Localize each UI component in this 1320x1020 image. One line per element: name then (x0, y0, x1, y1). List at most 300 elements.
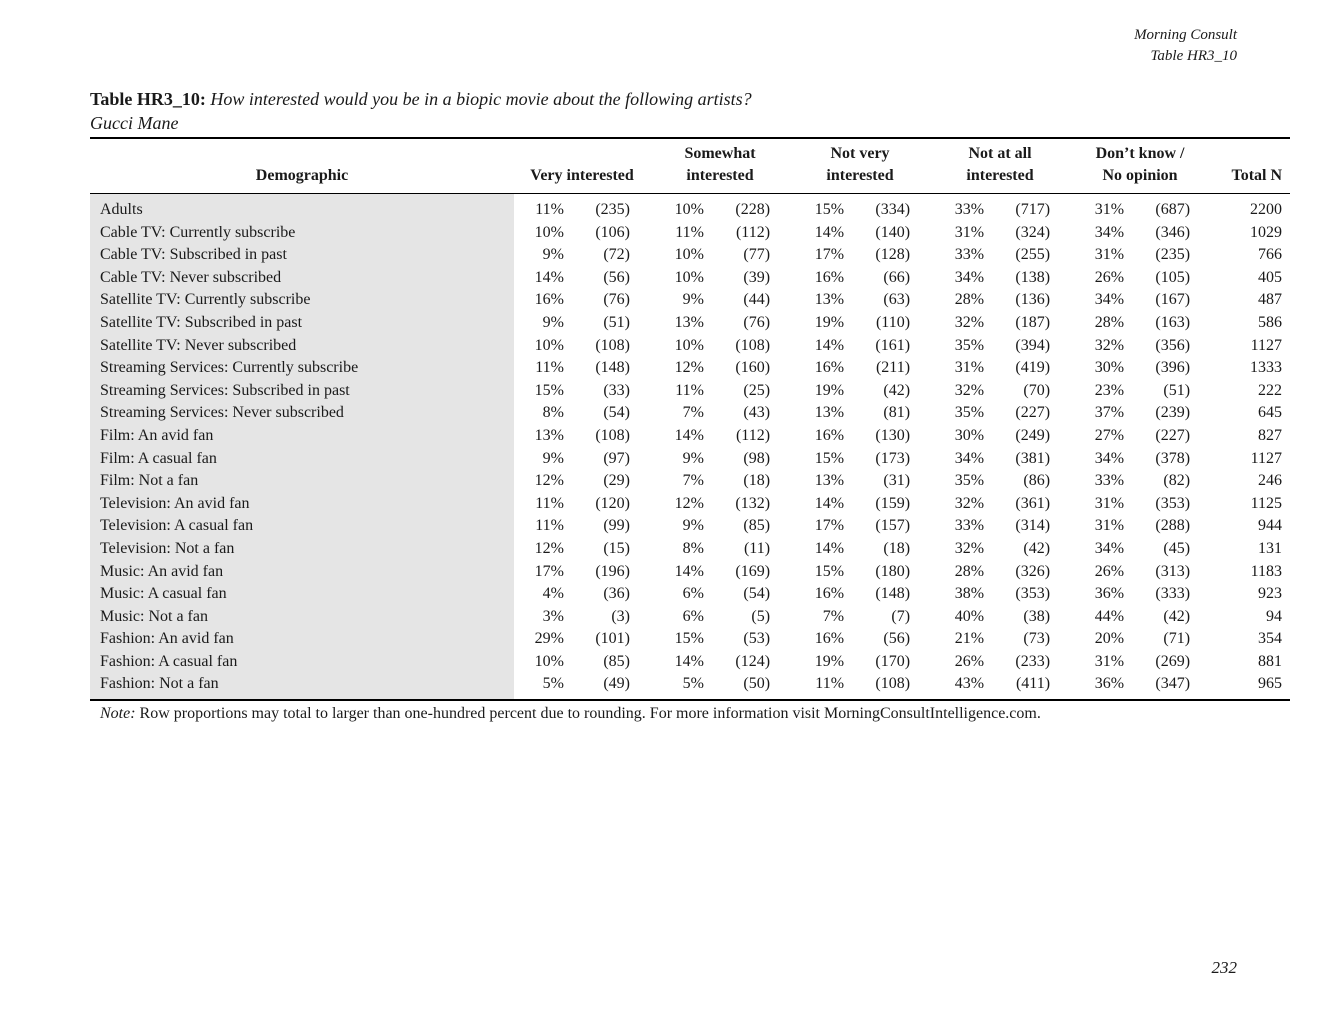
somewhat-interested-count: (18) (743, 472, 771, 490)
very-interested-count: (51) (603, 313, 630, 331)
results-table (90, 137, 1290, 701)
very-interested-pct: 11% (535, 494, 564, 512)
not-at-all-interested-pct: 32% (954, 313, 985, 331)
very-interested-pct: 12% (534, 472, 564, 490)
not-at-all-interested-pct: 35% (954, 336, 985, 354)
total-n-cell: 881 (1258, 652, 1283, 670)
dont-know-count: (163) (1155, 313, 1191, 331)
total-n-cell: 405 (1258, 268, 1283, 286)
note-text: Row proportions may total to larger than one-hundred percent due to rounding. For more information visit MorningConsultIntelligence.com. (139, 705, 1041, 723)
dont-know-pct: 26% (1094, 268, 1125, 286)
total-n-cell: 1333 (1250, 359, 1283, 377)
very-interested-count: (29) (603, 472, 630, 490)
not-very-interested-pct: 19% (814, 313, 845, 331)
not-at-all-interested-count: (314) (1015, 517, 1051, 535)
somewhat-interested-pct: 12% (674, 494, 704, 512)
not-at-all-interested-pct: 31% (954, 359, 985, 377)
total-n-cell: 586 (1258, 313, 1283, 331)
table-row (90, 583, 1290, 606)
demographic-cell: Film: An avid fan (90, 425, 514, 448)
somewhat-interested-count: (11) (743, 539, 771, 557)
dont-know-pct: 44% (1094, 607, 1125, 625)
table-row (90, 515, 1290, 538)
not-at-all-interested-count: (38) (1023, 607, 1051, 625)
very-interested-pct: 11% (535, 517, 564, 535)
not-very-interested-pct: 16% (814, 585, 845, 603)
dont-know-pct: 30% (1094, 359, 1125, 377)
dont-know-pct: 34% (1094, 449, 1125, 467)
very-interested-pct: 13% (534, 426, 564, 444)
demographic-cell: Streaming Services: Currently subscribe (90, 357, 514, 380)
not-at-all-interested-count: (411) (1015, 675, 1051, 693)
not-at-all-interested-count: (419) (1015, 359, 1051, 377)
total-n-cell: 1125 (1250, 494, 1283, 512)
dont-know-count: (687) (1155, 201, 1191, 218)
not-at-all-interested-pct: 33% (954, 246, 985, 264)
dont-know-count: (71) (1163, 630, 1191, 648)
not-at-all-interested-pct: 40% (954, 607, 985, 625)
total-n-cell: 222 (1258, 381, 1283, 399)
table-row (90, 380, 1290, 403)
somewhat-interested-count: (108) (735, 336, 771, 354)
not-very-interested-count: (56) (883, 630, 911, 648)
not-at-all-interested-pct: 31% (954, 223, 985, 241)
not-at-all-interested-count: (73) (1023, 630, 1051, 648)
dont-know-pct: 20% (1094, 630, 1125, 648)
not-very-interested-count: (31) (883, 472, 911, 490)
somewhat-interested-count: (85) (743, 517, 771, 535)
somewhat-interested-pct: 9% (682, 291, 704, 309)
not-at-all-interested-count: (233) (1015, 652, 1051, 670)
not-at-all-interested-count: (42) (1023, 539, 1051, 557)
total-n-cell: 2200 (1250, 201, 1283, 218)
col-header-very-interested: Very interested (530, 167, 634, 184)
dont-know-pct: 31% (1094, 246, 1125, 264)
somewhat-interested-count: (112) (735, 223, 771, 241)
not-very-interested-count: (7) (891, 607, 911, 625)
dont-know-count: (378) (1155, 449, 1191, 467)
somewhat-interested-pct: 10% (674, 246, 704, 264)
very-interested-pct: 5% (542, 675, 564, 693)
somewhat-interested-count: (112) (735, 426, 771, 444)
somewhat-interested-count: (124) (735, 652, 771, 670)
header-table-id: Table HR3_10 (1150, 48, 1237, 64)
table-row (90, 194, 1290, 222)
table-row (90, 538, 1290, 561)
total-n-cell: 766 (1258, 246, 1283, 264)
very-interested-count: (97) (603, 449, 630, 467)
not-at-all-interested-pct: 21% (954, 630, 985, 648)
table-row (90, 606, 1290, 629)
somewhat-interested-count: (44) (743, 291, 771, 309)
col-header-not-at-all-interested: Not at all interested (966, 145, 1034, 184)
dont-know-pct: 34% (1094, 223, 1125, 241)
not-very-interested-count: (130) (875, 426, 911, 444)
somewhat-interested-pct: 6% (682, 585, 704, 603)
very-interested-count: (33) (603, 381, 630, 399)
somewhat-interested-pct: 14% (674, 652, 704, 670)
page-number: 232 (1211, 958, 1237, 977)
somewhat-interested-count: (228) (735, 201, 771, 218)
very-interested-count: (54) (603, 404, 630, 422)
somewhat-interested-pct: 9% (682, 517, 704, 535)
not-at-all-interested-count: (394) (1015, 336, 1051, 354)
table-row (90, 561, 1290, 584)
very-interested-pct: 17% (534, 562, 564, 580)
very-interested-count: (85) (603, 652, 630, 670)
demographic-cell: Music: An avid fan (90, 561, 514, 584)
dont-know-pct: 23% (1094, 381, 1125, 399)
somewhat-interested-pct: 7% (682, 404, 704, 422)
table-row (90, 651, 1290, 674)
demographic-cell: Music: A casual fan (90, 583, 514, 606)
not-very-interested-pct: 7% (822, 607, 845, 625)
somewhat-interested-count: (25) (743, 381, 771, 399)
somewhat-interested-count: (77) (743, 246, 771, 264)
not-very-interested-count: (110) (875, 313, 911, 331)
dont-know-pct: 33% (1094, 472, 1125, 490)
not-very-interested-count: (42) (883, 381, 911, 399)
dont-know-count: (356) (1155, 336, 1191, 354)
somewhat-interested-pct: 12% (674, 359, 704, 377)
somewhat-interested-pct: 6% (682, 607, 704, 625)
dont-know-count: (105) (1155, 268, 1191, 286)
table-row (90, 335, 1290, 358)
dont-know-count: (347) (1155, 675, 1191, 693)
very-interested-count: (56) (603, 268, 630, 286)
demographic-cell: Streaming Services: Subscribed in past (90, 380, 514, 403)
not-very-interested-count: (128) (875, 246, 911, 264)
table-row (90, 289, 1290, 312)
not-very-interested-pct: 17% (814, 517, 845, 535)
very-interested-pct: 10% (534, 336, 564, 354)
note-label: Note: (100, 705, 136, 723)
very-interested-count: (15) (603, 539, 630, 557)
very-interested-pct: 10% (534, 652, 564, 670)
total-n-cell: 94 (1266, 607, 1283, 625)
col-header-somewhat-interested: Somewhat interested (684, 145, 756, 184)
demographic-cell: Adults (90, 194, 514, 222)
not-at-all-interested-count: (255) (1015, 246, 1051, 264)
total-n-cell: 1127 (1250, 449, 1283, 467)
demographic-cell: Fashion: An avid fan (90, 628, 514, 651)
not-very-interested-count: (180) (875, 562, 911, 580)
table-title (90, 87, 752, 135)
somewhat-interested-pct: 5% (682, 675, 704, 693)
demographic-cell: Satellite TV: Currently subscribe (90, 289, 514, 312)
total-n-cell: 246 (1258, 472, 1283, 490)
somewhat-interested-pct: 7% (682, 472, 704, 490)
dont-know-count: (288) (1155, 517, 1191, 535)
not-at-all-interested-count: (187) (1015, 313, 1051, 331)
very-interested-count: (148) (595, 359, 630, 377)
table-row (90, 222, 1290, 245)
not-very-interested-pct: 15% (814, 449, 845, 467)
table-row (90, 628, 1290, 651)
total-n-cell: 827 (1258, 426, 1283, 444)
table-row (90, 448, 1290, 471)
dont-know-pct: 26% (1094, 562, 1125, 580)
very-interested-pct: 10% (534, 223, 564, 241)
demographic-cell: Satellite TV: Never subscribed (90, 335, 514, 358)
not-very-interested-count: (211) (875, 359, 911, 377)
not-at-all-interested-pct: 35% (954, 472, 985, 490)
not-at-all-interested-count: (70) (1023, 381, 1051, 399)
not-very-interested-count: (81) (883, 404, 911, 422)
not-at-all-interested-pct: 34% (954, 268, 985, 286)
somewhat-interested-pct: 10% (674, 201, 704, 218)
total-n-cell: 131 (1258, 539, 1283, 557)
somewhat-interested-pct: 11% (675, 381, 704, 399)
not-very-interested-pct: 13% (814, 291, 845, 309)
somewhat-interested-pct: 8% (682, 539, 704, 557)
somewhat-interested-count: (160) (735, 359, 771, 377)
somewhat-interested-count: (132) (735, 494, 771, 512)
demographic-cell: Cable TV: Currently subscribe (90, 222, 514, 245)
dont-know-pct: 31% (1094, 652, 1125, 670)
demographic-cell: Television: An avid fan (90, 493, 514, 516)
not-very-interested-pct: 19% (814, 652, 845, 670)
dont-know-count: (51) (1163, 381, 1191, 399)
not-at-all-interested-pct: 35% (954, 404, 985, 422)
not-very-interested-pct: 16% (814, 426, 845, 444)
demographic-cell: Streaming Services: Never subscribed (90, 402, 514, 425)
not-at-all-interested-pct: 38% (954, 585, 985, 603)
not-very-interested-pct: 15% (814, 201, 845, 218)
somewhat-interested-count: (43) (743, 404, 771, 422)
total-n-cell: 965 (1258, 675, 1283, 693)
not-very-interested-count: (170) (875, 652, 911, 670)
results-table-container (90, 137, 1290, 725)
dont-know-count: (396) (1155, 359, 1191, 377)
not-very-interested-count: (108) (875, 675, 911, 693)
dont-know-pct: 34% (1094, 291, 1125, 309)
demographic-cell: Television: A casual fan (90, 515, 514, 538)
very-interested-count: (196) (595, 562, 630, 580)
col-header-total-n: Total N (1231, 167, 1283, 184)
dont-know-pct: 36% (1094, 675, 1125, 693)
dont-know-count: (235) (1155, 246, 1191, 264)
very-interested-pct: 11% (535, 201, 564, 218)
table-row (90, 493, 1290, 516)
very-interested-pct: 16% (534, 291, 564, 309)
very-interested-pct: 9% (542, 449, 564, 467)
not-very-interested-count: (159) (875, 494, 911, 512)
demographic-cell: Cable TV: Never subscribed (90, 267, 514, 290)
dont-know-count: (227) (1155, 426, 1191, 444)
not-at-all-interested-pct: 33% (954, 201, 985, 218)
report-header (1134, 25, 1237, 67)
not-very-interested-pct: 16% (814, 630, 845, 648)
dont-know-pct: 27% (1094, 426, 1125, 444)
dont-know-pct: 36% (1094, 585, 1125, 603)
not-at-all-interested-pct: 28% (954, 291, 985, 309)
not-very-interested-pct: 14% (814, 494, 845, 512)
not-very-interested-count: (18) (883, 539, 911, 557)
col-header-dont-know: Don’t know / No opinion (1095, 145, 1185, 184)
table-subject: Gucci Mane (90, 113, 179, 133)
somewhat-interested-count: (5) (751, 607, 771, 625)
somewhat-interested-pct: 15% (674, 630, 704, 648)
not-very-interested-count: (140) (875, 223, 911, 241)
very-interested-pct: 12% (534, 539, 564, 557)
not-very-interested-pct: 14% (814, 539, 845, 557)
not-very-interested-count: (63) (883, 291, 911, 309)
not-very-interested-pct: 14% (814, 223, 845, 241)
very-interested-pct: 3% (542, 607, 564, 625)
demographic-cell: Music: Not a fan (90, 606, 514, 629)
table-row (90, 470, 1290, 493)
not-very-interested-pct: 14% (814, 336, 845, 354)
total-n-cell: 944 (1258, 517, 1283, 535)
not-very-interested-pct: 13% (814, 404, 845, 422)
table-header-row (90, 138, 1290, 194)
very-interested-count: (120) (595, 494, 630, 512)
dont-know-count: (346) (1155, 223, 1191, 241)
not-very-interested-count: (161) (875, 336, 911, 354)
total-n-cell: 645 (1258, 404, 1283, 422)
demographic-cell: Fashion: A casual fan (90, 651, 514, 674)
somewhat-interested-pct: 10% (674, 268, 704, 286)
somewhat-interested-count: (76) (743, 313, 771, 331)
very-interested-count: (108) (595, 426, 630, 444)
dont-know-pct: 37% (1094, 404, 1125, 422)
not-at-all-interested-count: (249) (1015, 426, 1051, 444)
not-at-all-interested-pct: 33% (954, 517, 985, 535)
somewhat-interested-count: (54) (743, 585, 771, 603)
not-very-interested-pct: 15% (814, 562, 845, 580)
dont-know-count: (313) (1155, 562, 1191, 580)
not-very-interested-pct: 16% (814, 268, 845, 286)
table-row (90, 357, 1290, 380)
total-n-cell: 923 (1258, 585, 1283, 603)
somewhat-interested-pct: 9% (682, 449, 704, 467)
very-interested-pct: 11% (535, 359, 564, 377)
demographic-cell: Film: Not a fan (90, 470, 514, 493)
not-very-interested-count: (334) (875, 201, 911, 218)
very-interested-pct: 29% (534, 630, 564, 648)
table-title-question: How interested would you be in a biopic movie about the following artists? (210, 89, 752, 109)
very-interested-count: (108) (595, 336, 630, 354)
very-interested-count: (72) (603, 246, 630, 264)
not-at-all-interested-count: (361) (1015, 494, 1051, 512)
dont-know-count: (82) (1163, 472, 1191, 490)
dont-know-pct: 28% (1094, 313, 1125, 331)
very-interested-count: (99) (603, 517, 630, 535)
not-at-all-interested-count: (353) (1015, 585, 1051, 603)
not-at-all-interested-pct: 32% (954, 494, 985, 512)
dont-know-count: (333) (1155, 585, 1191, 603)
very-interested-count: (3) (611, 607, 630, 625)
not-very-interested-count: (148) (875, 585, 911, 603)
very-interested-count: (101) (595, 630, 630, 648)
not-very-interested-count: (66) (883, 268, 911, 286)
total-n-cell: 1127 (1250, 336, 1283, 354)
somewhat-interested-pct: 13% (674, 313, 704, 331)
col-header-not-very-interested: Not very interested (826, 145, 894, 184)
not-at-all-interested-count: (227) (1015, 404, 1051, 422)
dont-know-pct: 31% (1094, 517, 1125, 535)
not-at-all-interested-pct: 34% (954, 449, 985, 467)
not-at-all-interested-count: (138) (1015, 268, 1051, 286)
very-interested-pct: 14% (534, 268, 564, 286)
very-interested-count: (106) (595, 223, 630, 241)
not-at-all-interested-count: (717) (1015, 201, 1051, 218)
dont-know-pct: 32% (1094, 336, 1125, 354)
not-very-interested-pct: 11% (815, 675, 845, 693)
not-at-all-interested-count: (86) (1023, 472, 1051, 490)
demographic-cell: Satellite TV: Subscribed in past (90, 312, 514, 335)
not-at-all-interested-count: (326) (1015, 562, 1051, 580)
header-org: Morning Consult (1134, 27, 1237, 43)
not-at-all-interested-count: (136) (1015, 291, 1051, 309)
not-very-interested-count: (173) (875, 449, 911, 467)
total-n-cell: 354 (1258, 630, 1283, 648)
very-interested-pct: 9% (542, 313, 564, 331)
not-at-all-interested-pct: 32% (954, 539, 985, 557)
not-at-all-interested-pct: 32% (954, 381, 985, 399)
dont-know-count: (269) (1155, 652, 1191, 670)
somewhat-interested-count: (53) (743, 630, 771, 648)
very-interested-count: (235) (595, 201, 630, 218)
not-at-all-interested-pct: 28% (954, 562, 985, 580)
not-at-all-interested-count: (381) (1015, 449, 1051, 467)
somewhat-interested-pct: 14% (674, 562, 704, 580)
very-interested-pct: 15% (534, 381, 564, 399)
not-very-interested-pct: 16% (814, 359, 845, 377)
somewhat-interested-pct: 11% (675, 223, 704, 241)
dont-know-count: (167) (1155, 291, 1191, 309)
very-interested-count: (36) (603, 585, 630, 603)
dont-know-count: (353) (1155, 494, 1191, 512)
very-interested-pct: 9% (542, 246, 564, 264)
dont-know-pct: 34% (1094, 539, 1125, 557)
table-title-label: Table HR3_10: (90, 89, 206, 109)
table-body (90, 194, 1290, 701)
table-row (90, 402, 1290, 425)
very-interested-count: (76) (603, 291, 630, 309)
demographic-cell: Film: A casual fan (90, 448, 514, 471)
dont-know-pct: 31% (1094, 494, 1125, 512)
dont-know-count: (42) (1163, 607, 1191, 625)
somewhat-interested-count: (50) (743, 675, 771, 693)
demographic-cell: Fashion: Not a fan (90, 673, 514, 700)
not-very-interested-count: (157) (875, 517, 911, 535)
total-n-cell: 1029 (1250, 223, 1283, 241)
col-header-demographic: Demographic (255, 167, 349, 184)
dont-know-count: (45) (1163, 539, 1191, 557)
not-very-interested-pct: 19% (814, 381, 845, 399)
somewhat-interested-pct: 10% (674, 336, 704, 354)
not-very-interested-pct: 13% (814, 472, 845, 490)
table-row (90, 244, 1290, 267)
total-n-cell: 1183 (1250, 562, 1283, 580)
table-row (90, 267, 1290, 290)
not-very-interested-pct: 17% (814, 246, 845, 264)
dont-know-pct: 31% (1094, 201, 1125, 218)
very-interested-pct: 4% (542, 585, 564, 603)
demographic-cell: Cable TV: Subscribed in past (90, 244, 514, 267)
table-note (90, 703, 1290, 725)
total-n-cell: 487 (1258, 291, 1283, 309)
dont-know-count: (239) (1155, 404, 1191, 422)
table-row (90, 312, 1290, 335)
very-interested-pct: 8% (542, 404, 564, 422)
demographic-cell: Television: Not a fan (90, 538, 514, 561)
very-interested-count: (49) (603, 675, 630, 693)
not-at-all-interested-pct: 26% (954, 652, 985, 670)
table-row (90, 425, 1290, 448)
